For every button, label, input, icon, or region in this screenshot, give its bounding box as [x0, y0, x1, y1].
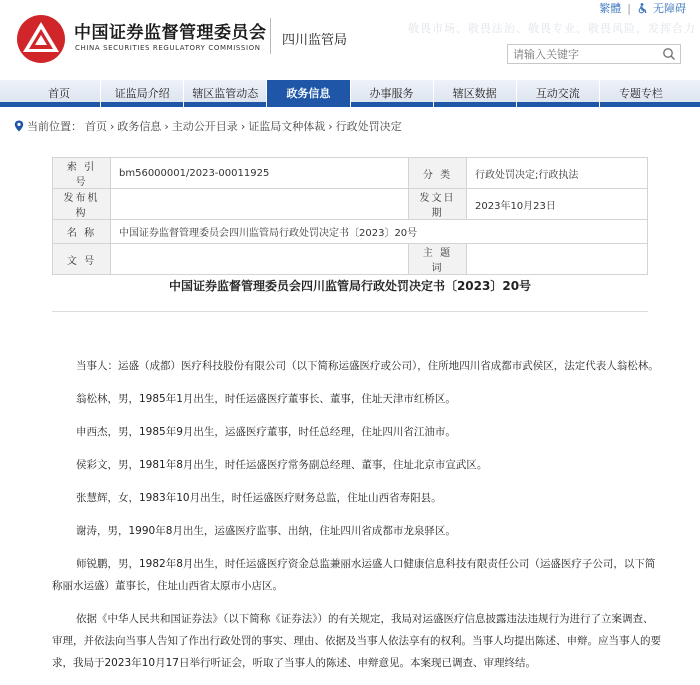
breadcrumb-document-types[interactable]: 证监局文种体裁	[248, 120, 326, 133]
nav-item-home[interactable]: 首页	[48, 87, 71, 100]
category-label: 分 类	[409, 158, 467, 189]
bureau-name: 四川监管局	[282, 33, 348, 48]
issue-date-value: 2023年10月23日	[467, 189, 648, 220]
org-name-cn: 中国证券监督管理委员会	[74, 23, 267, 43]
breadcrumb-separator: ›	[164, 119, 169, 133]
doc-number-label: 文 号	[53, 244, 111, 275]
body-paragraph: 当事人：运盛（成都）医疗科技股份有限公司（以下简称运盛医疗或公司），住所地四川省成都市武侯区，法定代表人翁松林。	[76, 360, 659, 372]
breadcrumb-prefix: 当前位置：	[27, 120, 82, 133]
keywords-label: 主 题 词	[409, 244, 467, 275]
body-paragraph: 谢涛，男，1990年8月出生，运盛医疗监事、出纳，住址四川省成都市龙泉驿区。	[76, 525, 456, 537]
search-icon[interactable]	[662, 47, 676, 61]
utility-separator: |	[627, 1, 631, 15]
breadcrumb	[14, 118, 402, 134]
breadcrumb-government-info[interactable]: 政务信息	[117, 120, 162, 133]
body-paragraph: 师锐鹏，男，1982年8月出生，时任运盛医疗资金总监兼丽水运盛人口健康信息科技有限责任公司（运盛医疗子公司，以下简称丽水运盛）董事长，住址山西省太原市小店区。	[52, 558, 656, 592]
traditional-chinese-link[interactable]: 繁體	[599, 2, 622, 15]
title-divider	[52, 311, 648, 312]
table-row	[53, 158, 648, 189]
breadcrumb-separator: ›	[240, 119, 246, 133]
utility-links	[599, 0, 686, 16]
main-nav	[18, 80, 682, 107]
body-paragraph: 依据《中华人民共和国证券法》（以下简称《证券法》）的有关规定，我局对运盛医疗信息披露违法违规行为进行了立案调查、审理，并依法向当事人告知了作出行政处罚的事实、理由、依据及当事人依法享有的权利。当事人均提出陈述、申辩。应当事人的要求，我局于2023年10月17日举行听证会，听取了当事人的陈述、申辩意见。本案现已调查、审理终结。	[52, 613, 661, 669]
document-meta-table	[52, 157, 648, 275]
index-number-value: bm56000001/2023-00011925	[111, 158, 409, 189]
table-row	[53, 244, 648, 275]
main-nav-bar	[0, 80, 700, 107]
breadcrumb-penalty-decisions[interactable]: 行政处罚决定	[335, 120, 402, 133]
nav-item-regional-data[interactable]: 辖区数据	[433, 80, 516, 107]
breadcrumb-separator: ›	[110, 119, 115, 133]
nav-item-services[interactable]: 办事服务	[350, 80, 433, 107]
body-paragraph: 申西杰，男，1985年9月出生，运盛医疗董事，时任总经理，住址四川省江油市。	[76, 426, 456, 438]
body-paragraph: 张慧辉，女，1983年10月出生，时任运盛医疗财务总监，住址山西省寿阳县。	[76, 492, 442, 504]
nav-item-bureau-intro[interactable]: 证监局介绍	[100, 80, 183, 107]
body-paragraph: 翁松林，男，1985年1月出生，时任运盛医疗董事长、董事，住址天津市红桥区。	[76, 393, 456, 405]
nav-item-regional-news[interactable]: 辖区监管动态	[183, 80, 266, 107]
nav-item-government-info[interactable]: 政务信息	[266, 80, 349, 107]
site-header	[0, 0, 700, 80]
keywords-value	[467, 244, 648, 275]
body-paragraph: 侯彩文，男，1981年8月出生，时任运盛医疗常务副总经理、董事，住址北京市宣武区。	[76, 459, 488, 471]
slogan-watermark: 敬畏市场、敬畏法治、敬畏专业、敬畏风险，发挥合力	[408, 22, 696, 35]
doc-name-value: 中国证券监督管理委员会四川监管局行政处罚决定书〔2023〕20号	[111, 220, 648, 244]
table-row	[53, 220, 648, 244]
issue-date-label: 发文日期	[409, 189, 467, 220]
breadcrumb-separator: ›	[328, 119, 333, 133]
category-value: 行政处罚决定;行政执法	[467, 158, 648, 189]
brand-divider	[270, 18, 271, 54]
index-number-label: 索 引 号	[53, 158, 111, 189]
breadcrumb-home[interactable]: 首页	[85, 120, 107, 133]
org-name-en: CHINA SECURITIES REGULATORY COMMISSION	[75, 44, 261, 52]
issuer-value	[111, 189, 409, 220]
issuer-label: 发布机构	[53, 189, 111, 220]
table-row	[53, 189, 648, 220]
csrc-logo-icon[interactable]	[16, 14, 66, 64]
doc-name-label: 名 称	[53, 220, 111, 244]
accessibility-icon[interactable]	[637, 3, 647, 14]
search-box	[507, 44, 681, 64]
location-pin-icon	[14, 120, 24, 132]
nav-item-interaction[interactable]: 互动交流	[516, 80, 599, 107]
accessibility-link[interactable]: 无障碍	[653, 2, 686, 15]
document-body	[52, 355, 662, 685]
nav-item-special-topics[interactable]: 专题专栏	[599, 80, 682, 107]
search-input[interactable]	[508, 45, 658, 63]
breadcrumb-public-catalog[interactable]: 主动公开目录	[171, 120, 238, 133]
document-title: 中国证券监督管理委员会四川监管局行政处罚决定书〔2023〕20号	[168, 279, 532, 293]
doc-number-value	[111, 244, 409, 275]
